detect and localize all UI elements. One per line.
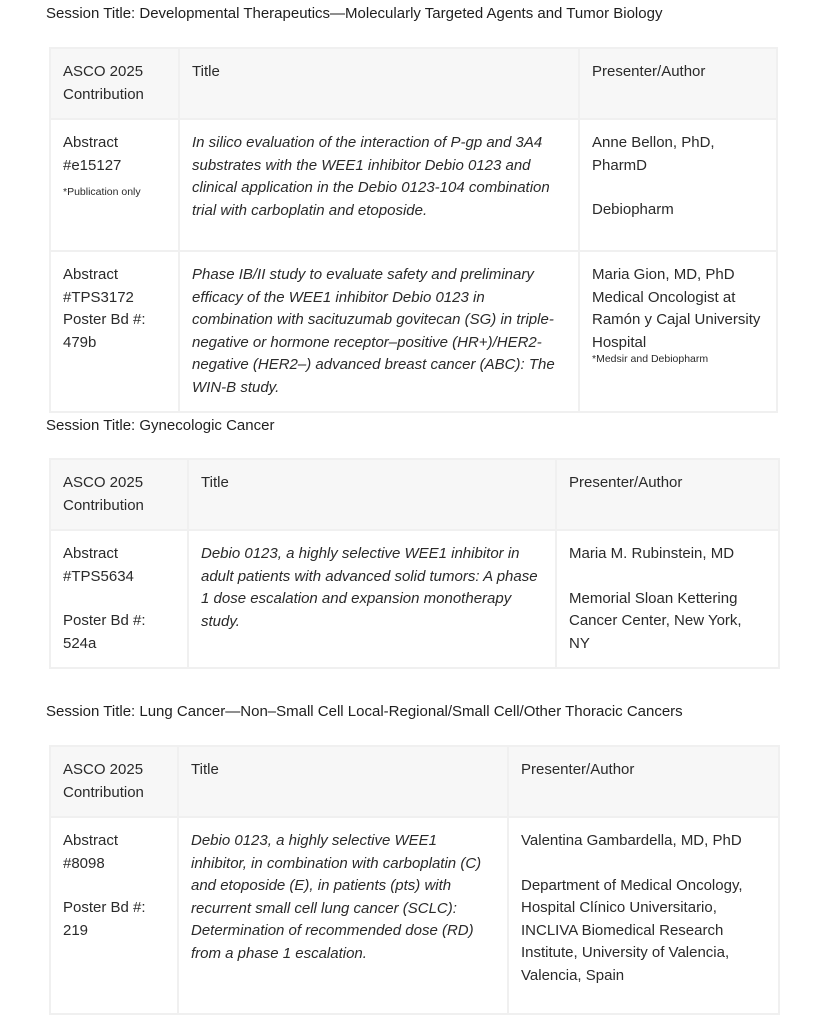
abstract-title: Phase IB/II study to evaluate safety and preliminary efficacy of the WEE1 inhibitor Debio 0123 in combination with sacituzumab govitecan (SG) in triple-negative or hormone receptor–positive (HR+)/HER2-negative (HER2–) advanced breast cancer (ABC): The WIN-B study.	[192, 266, 555, 396]
presenter-name: Anne Bellon, PhD, PharmD	[592, 134, 715, 174]
session-title-3: Session Title: Lung Cancer—Non–Small Cell Local-Regional/Small Cell/Other Thoracic Cancers	[46, 703, 683, 720]
table-header-row	[51, 49, 776, 118]
session-table-3	[49, 745, 780, 1015]
session-table-2	[49, 458, 780, 669]
contribution-abstract-number: #TPS5634	[63, 567, 134, 585]
presenter-affiliation: Department of Medical Oncology, Hospital Clínico Universitario, INCLIVA Biomedical Research Institute, University of Valencia, Valencia, Spain	[521, 876, 743, 984]
header-title: Title	[192, 63, 220, 80]
contribution-poster-number: 524a	[63, 634, 97, 652]
contribution-abstract-number: #TPS3172	[63, 288, 134, 306]
table-row	[51, 818, 778, 1013]
header-contribution: ASCO 2025 Contribution	[63, 474, 144, 514]
header-presenter: Presenter/Author	[592, 63, 706, 80]
contribution-abstract-label: Abstract	[63, 134, 119, 151]
presenter-affiliation: Memorial Sloan Kettering Cancer Center, New York, NY	[569, 589, 742, 652]
header-contribution: ASCO 2025 Contribution	[63, 761, 144, 801]
table-row	[51, 120, 776, 250]
contribution-abstract-label: Abstract	[63, 266, 119, 283]
presenter-note: *Medsir and Debiopharm	[592, 353, 709, 365]
header-title: Title	[191, 761, 219, 778]
contribution-abstract-number: #e15127	[63, 156, 122, 174]
contribution-poster-label: Poster Bd #:	[63, 612, 146, 629]
contribution-poster-number: 479b	[63, 333, 97, 351]
presenter-name: Valentina Gambardella, MD, PhD	[521, 832, 742, 849]
header-presenter: Presenter/Author	[569, 474, 683, 491]
table-header-row	[51, 460, 778, 529]
session-title-2: Session Title: Gynecologic Cancer	[46, 417, 275, 434]
presenter-name: Maria M. Rubinstein, MD	[569, 545, 735, 562]
header-contribution: ASCO 2025 Contribution	[63, 63, 144, 103]
contribution-poster-number: 219	[63, 921, 89, 939]
contribution-poster-label: Poster Bd #:	[63, 899, 146, 916]
table-row	[51, 531, 778, 667]
abstract-title: Debio 0123, a highly selective WEE1 inhibitor in adult patients with advanced solid tumors: A phase 1 dose escalation and expansion monotherapy study.	[201, 545, 538, 630]
session-title-1: Session Title: Developmental Therapeutics—Molecularly Targeted Agents and Tumor Biology	[46, 5, 663, 22]
header-presenter: Presenter/Author	[521, 761, 635, 778]
contribution-abstract-number: #8098	[63, 854, 105, 872]
contribution-abstract-label: Abstract	[63, 832, 119, 849]
contribution-poster-label: Poster Bd #:	[63, 311, 146, 328]
table-row	[51, 252, 776, 411]
abstract-title: Debio 0123, a highly selective WEE1 inhibitor, in combination with carboplatin (C) and etoposide (E), in patients (pts) with recurrent small cell lung cancer (SCLC): Determination of recommended dose (RD) from a phase 1 escalation.	[191, 832, 482, 962]
presenter-affiliation: Debiopharm	[592, 201, 674, 218]
session-table-1	[49, 47, 778, 413]
publication-note: *Publication only	[63, 186, 141, 198]
presenter-name: Maria Gion, MD, PhD Medical Oncologist at Ramón y Cajal University Hospital	[592, 266, 761, 351]
header-title: Title	[201, 474, 229, 491]
abstract-title: In silico evaluation of the interaction of P-gp and 3A4 substrates with the WEE1 inhibitor Debio 0123 and clinical application in the Debio 0123-104 combination trial with carboplatin and etoposide.	[192, 134, 550, 219]
table-header-row	[51, 747, 778, 816]
contribution-abstract-label: Abstract	[63, 545, 119, 562]
